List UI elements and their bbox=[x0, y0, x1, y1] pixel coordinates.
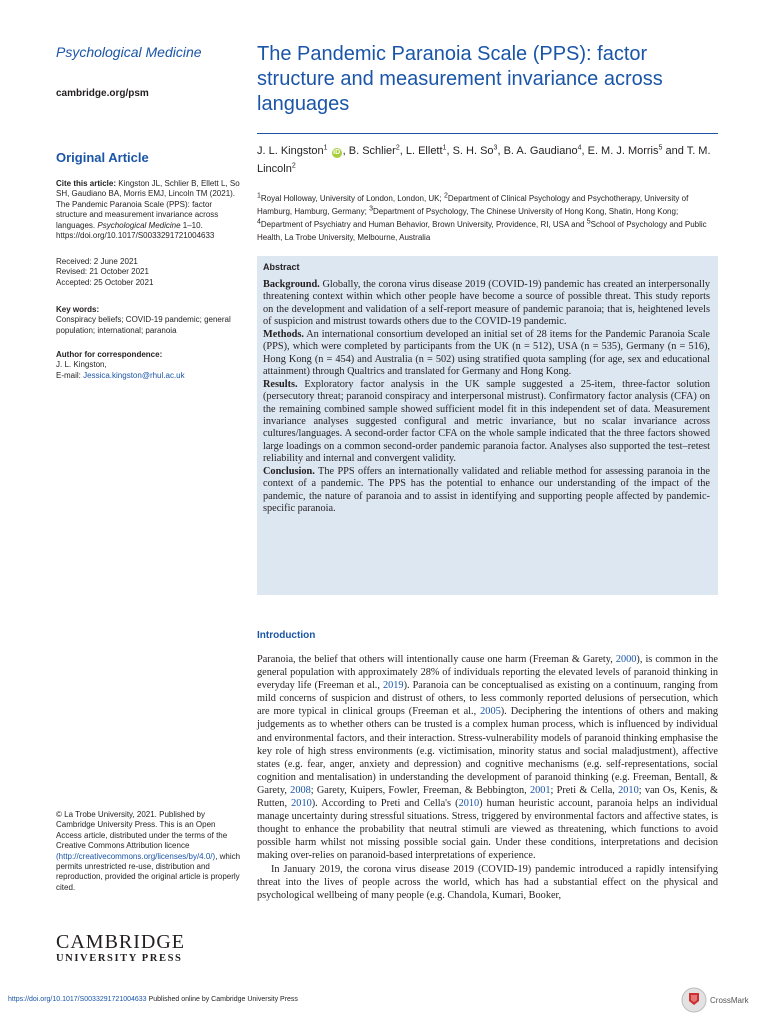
affiliation: Department of Psychology, The Chinese University of Hong Kong, Shatin, Hong Kong; bbox=[372, 207, 679, 216]
license-link[interactable]: (http://creativecommons.org/licenses/by/4.0/) bbox=[56, 851, 216, 861]
footer-doi-link[interactable]: https://doi.org/10.1017/S0033291721004633 bbox=[8, 996, 147, 1003]
author[interactable]: S. H. So bbox=[452, 145, 494, 157]
date-received: Received: 2 June 2021 bbox=[56, 257, 138, 266]
crossmark-icon bbox=[681, 987, 707, 1013]
ref-link[interactable]: 2010 bbox=[618, 784, 639, 796]
cite-journal: Psychological Medicine bbox=[97, 220, 181, 230]
text-run: ; Preti & Cella, bbox=[550, 784, 619, 796]
introduction-heading: Introduction bbox=[257, 630, 316, 641]
abstract-methods-label: Methods. bbox=[263, 328, 304, 340]
title-divider bbox=[257, 133, 718, 134]
affil-sup: 3 bbox=[369, 205, 373, 213]
ref-link[interactable]: 2008 bbox=[290, 784, 311, 796]
ref-link[interactable]: 2000 bbox=[615, 654, 637, 665]
author-affil-sup: 4 bbox=[577, 144, 582, 152]
ref-link[interactable]: 2005 bbox=[480, 706, 501, 718]
author[interactable]: B. Schlier bbox=[348, 145, 396, 157]
abstract-heading: Abstract bbox=[263, 262, 300, 272]
cite-label: Cite this article: bbox=[56, 179, 117, 188]
author[interactable]: B. A. Gaudiano bbox=[503, 145, 578, 157]
abstract-results-label: Results. bbox=[263, 378, 298, 390]
date-accepted: Accepted: 25 October 2021 bbox=[56, 277, 154, 287]
author[interactable]: E. M. J. Morris bbox=[587, 145, 659, 157]
abstract-background-text: Globally, the corona virus disease 2019 (COVID-19) pandemic has created an interpersonally threatening context within which other people have become a source of possible threat. This study reports on the development and validation of a self-report measure of pandemic paranoia; that is, heightened levels of suspicion and mistrust towards others due to the COVID-19 pandemic. bbox=[263, 279, 711, 328]
crossmark-label: CrossMark bbox=[710, 995, 749, 1005]
journal-name: Psychological Medicine bbox=[56, 44, 202, 60]
cite-pages: 1–10. bbox=[182, 220, 203, 230]
author-affil-sup: 2 bbox=[291, 162, 296, 170]
cite-text: Kingston JL, Schlier B, Ellett L, So SH, Gaudiano BA, Morris EMJ, Lincoln TM (2021). The Pandemic Paranoia Scale (PPS): factor structure and measurement invariance across languages. bbox=[56, 179, 240, 230]
abstract-methods bbox=[263, 329, 710, 379]
email-link[interactable]: Jessica.kingston@rhul.ac.uk bbox=[83, 370, 185, 380]
ref-link[interactable]: 2010 bbox=[291, 798, 312, 810]
affil-sup: 2 bbox=[443, 192, 448, 200]
publisher-logo bbox=[56, 932, 185, 966]
affiliation: Department of Psychiatry and Human Behavior, Brown University, Providence, RI, USA and bbox=[260, 220, 585, 229]
affil-sup: 4 bbox=[257, 218, 261, 226]
intro-paragraph-1 bbox=[257, 653, 718, 863]
text-run: Paranoia, the belief that others will intentionally cause one harm (Freeman & Garety, bbox=[257, 654, 616, 665]
author[interactable]: J. L. Kingston bbox=[257, 145, 324, 157]
text-run: ), is common in the general population with approximately 28% of individuals reporting the elevated levels of paranoid thinking in everyday life (Freeman et al., bbox=[257, 654, 718, 692]
dates-block bbox=[56, 257, 242, 288]
abstract-background-label: Background. bbox=[263, 279, 320, 290]
affil-sup: 1 bbox=[257, 192, 261, 200]
publisher-logo-line1: CAMBRIDGE bbox=[56, 931, 186, 953]
license-text-2: , which permits unrestricted re-use, distribution and reproduction, provided the original article is properly cited. bbox=[56, 851, 241, 892]
license-text: © La Trobe University, 2021. Published by Cambridge University Press. This is an Open Access article, distributed under the terms of the Creative Commons Attribution licence bbox=[56, 810, 228, 851]
author-affil-sup: 1 bbox=[442, 144, 447, 152]
affiliation: Royal Holloway, University of London, London, UK; bbox=[260, 194, 442, 203]
correspondence-label: Author for correspondence: bbox=[56, 350, 163, 359]
text-run: ) human heuristic account, paranoia helps an individual manage uncertainty during stressful situations. Stress, triggered by environmental factors and affective states, is thought to enhance the probability that neutral stimuli are viewed as threatening, which functions to avoid possible harm whilst not missing possible social gain. Under these conditions, interpretations and decision making over-relies on paranoid-based interpretations of experience. bbox=[257, 798, 718, 862]
author-affil-sup: 2 bbox=[395, 144, 400, 152]
author[interactable]: L. Ellett bbox=[405, 145, 443, 157]
crossmark-badge[interactable] bbox=[681, 987, 749, 1013]
article-type: Original Article bbox=[56, 150, 149, 165]
publisher-logo-line2: UNIVERSITY PRESS bbox=[56, 953, 183, 964]
journal-site[interactable]: cambridge.org/psm bbox=[56, 88, 149, 99]
license-block bbox=[56, 810, 242, 893]
date-revised: Revised: 21 October 2021 bbox=[56, 267, 149, 277]
affiliation: Department of Clinical Psychology and Psychotherapy, University of Hamburg, Hamburg, Germany; bbox=[257, 194, 689, 216]
abstract-background bbox=[263, 279, 710, 329]
abstract-conclusion bbox=[263, 466, 710, 516]
author-list: J. L. Kingston$^1$ iD , B. Schlier$^2$, L. Ellett$^1$, S. H. So$^3$, B. A. Gaudiano$^4$, E. M. J. Morris$^5$ and T. M. Lincoln$^2$ bbox=[257, 144, 711, 175]
author-affil-sup: 5 bbox=[658, 144, 663, 152]
email-prefix: E-mail: bbox=[56, 370, 81, 380]
cite-doi[interactable]: https://doi.org/10.1017/S0033291721004633 bbox=[56, 231, 215, 241]
author-affil-sup: 3 bbox=[493, 144, 498, 152]
affiliation: School of Psychology and Public Health, La Trobe University, Melbourne, Australia bbox=[257, 220, 707, 242]
abstract-conclusion-text: The PPS offers an internationally validated and reliable method for assessing paranoia in the context of a pandemic. The PPS has the potential to enhance our understanding of the impact of the pandemic, the nature of paranoia and to assist in identifying and supporting people affected by pandemic-specific paranoia. bbox=[263, 465, 710, 515]
affiliations bbox=[257, 192, 722, 244]
ref-link[interactable]: 2010 bbox=[458, 798, 480, 810]
ref-link[interactable]: 2019 bbox=[382, 680, 404, 692]
page-footer bbox=[8, 996, 298, 1003]
affil-sup: 5 bbox=[586, 218, 591, 226]
abstract-body bbox=[263, 279, 710, 516]
author-affil-sup: 1 bbox=[323, 144, 328, 152]
keywords-text: Conspiracy beliefs; COVID-19 pandemic; general population; international; paranoia bbox=[56, 315, 231, 335]
citation-block bbox=[56, 179, 242, 241]
orcid-icon[interactable]: iD bbox=[333, 149, 341, 156]
footer-text: Published online by Cambridge University Press bbox=[146, 996, 298, 1003]
ref-link[interactable]: 2001 bbox=[529, 784, 551, 796]
keywords-block bbox=[56, 305, 242, 336]
text-run: ; Garety, Kuipers, Fowler, Freeman, & Bebbington, bbox=[310, 784, 530, 796]
intro-paragraph-2: In January 2019, the corona virus disease 2019 (COVID-19) pandemic introduced a rapidly intensifying threat into the lives of people across the world, which has had a substantial effect on the physical and psychological wellbeing of many people (e.g. Chandola, Kumari, Booker, bbox=[257, 863, 718, 901]
author[interactable]: T. M. Lincoln bbox=[257, 145, 711, 175]
correspondence-block bbox=[56, 350, 242, 381]
abstract-results-text: Exploratory factor analysis in the UK sample suggested a 25-item, three-factor solution (persecutory threat; paranoid conspiracy and interpersonal mistrust). Confirmatory factor analysis (CFA) on the remaining combined sample showed sufficient model fit in this independent set of data. Measurement invariance analyses suggested configural and metric invariance, but no scalar invariance across cultures/languages. A second-order factor CFA on the whole sample indicated that the three factors showed large loadings on a common second-order pandemic paranoia factor. Analyses also supported the test–retest reliability and internal and convergent validity. bbox=[263, 378, 710, 465]
introduction-body bbox=[257, 653, 718, 902]
abstract-conclusion-label: Conclusion. bbox=[263, 465, 315, 477]
abstract-results bbox=[263, 379, 710, 466]
article-title: The Pandemic Paranoia Scale (PPS): factor structure and measurement invariance across languages bbox=[257, 43, 663, 115]
abstract-methods-text: An international consortium developed an initial set of 28 items for the Pandemic Paranoia Scale (PPS), which were completed by participants from the UK (n = 512), USA (n = 535), Germany (n = 516), Hong Kong (n = 454) and Australia (n = 502) using stratified quota sampling (for age, sex and educational attainment) through Qualtrics and translated for Germany and Hong Kong. bbox=[263, 328, 710, 378]
correspondence-name: J. L. Kingston, bbox=[56, 360, 107, 370]
text-run: ; van Os, Kenis, & Rutten, bbox=[257, 784, 719, 810]
text-run: ). Deciphering the intentions of others and making judgements as to whether others can be trusted is a complex human process, which is influenced by individual and environmental factors, and their interaction. Stress-vulnerability models of paranoid thinking emphasise the key role of high stress environments (e.g. victimisation, minority status and social maladjustment), affective states (e.g. fear, anger, anxiety and depression) and cognitive mechanisms (e.g. self-representations, social cognition and mentalisation) in understanding the development of paranoid thinking (e.g. Freeman, Bentall, & Garety, bbox=[257, 706, 718, 796]
keywords-label: Key words: bbox=[56, 305, 100, 314]
text-run: ). Paranoia can be conceptualised as existing on a continuum, ranging from mild concerns of suspicion and distrust of others, to less commonly reported delusions of persecution, which are more typical in clinical groups (Freeman et al., bbox=[257, 680, 719, 718]
text-run: ). According to Preti and Cella's ( bbox=[311, 798, 459, 810]
